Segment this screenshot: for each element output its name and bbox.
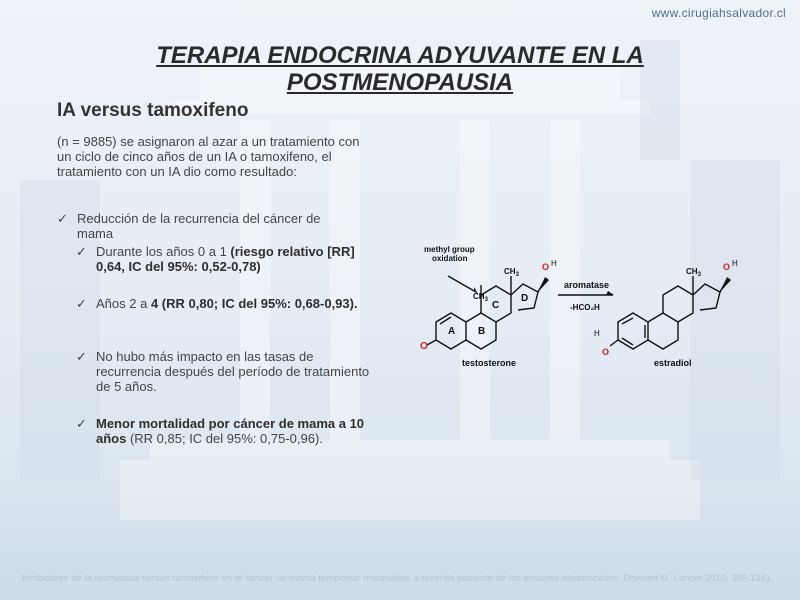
sub-bullet-years-2-4	[76, 296, 376, 311]
methyl-label-1: methyl group	[424, 245, 475, 254]
wedge-bond	[720, 277, 731, 292]
ring-b-label: B	[478, 326, 486, 337]
oxygen-label: O	[542, 262, 550, 272]
bullet-recurrence	[57, 211, 357, 241]
oxygen-label: O	[602, 347, 610, 357]
sub-bullet-mortality	[76, 416, 376, 446]
check-icon: ✓	[76, 244, 87, 259]
sub-bullet-bold: Menor mortalidad por cáncer de mama a 10 años	[96, 416, 365, 446]
hydrogen-label: H	[594, 329, 600, 338]
ch3-label: $CH_3$	[686, 267, 701, 278]
ring-c-label: C	[492, 300, 500, 311]
check-icon: ✓	[76, 296, 87, 311]
sub-bullet-text: (RR 0,85; IC del 95%: 0,75-0,96).	[126, 431, 323, 446]
slide-subtitle: IA versus tamoxifeno	[57, 100, 249, 121]
estradiol-label: estradiol	[654, 358, 692, 368]
ring-a-label: A	[448, 326, 456, 337]
oxygen-label: O	[420, 341, 428, 352]
check-icon: ✓	[57, 211, 68, 226]
sub-bullet-text: Años 2 a	[96, 296, 151, 311]
check-icon: ✓	[76, 349, 87, 364]
bullet-recurrence-text: Reducción de la recurrencia del cáncer de mama	[77, 211, 321, 241]
ring-d-label: D	[521, 293, 529, 304]
sub-bullet-bold: (riesgo relativo [RR] 0,64, IC del 95%: 0,52-0,78)	[96, 244, 355, 274]
title-line-2: POSTMENOPAUSIA	[286, 69, 514, 96]
wedge-bond	[538, 277, 549, 292]
slide-title	[100, 42, 700, 96]
sub-bullet-text: Durante los años 0 a 1	[96, 244, 231, 259]
intro-paragraph: (n = 9885) se asignaron al azar a un tratamiento con un ciclo de cinco años de un IA o tamoxifeno, el tratamiento con un IA dio como resultado:	[57, 134, 360, 179]
sub-bullet-bold: 4 (RR 0,80; IC del 95%: 0,68-0,93).	[150, 296, 358, 311]
website-url[interactable]: www.cirugiahsalvador.cl	[651, 6, 786, 20]
testosterone-label: testosterone	[462, 358, 517, 368]
testosterone-to-estradiol-diagram	[418, 240, 758, 370]
citation-footer: Inhibidores de la aromatasa versus tamoxifeno en el cáncer de mama temprano: metanálisis a nivel de paciente de los ensayos aleatorizados. Dowsett M, Lancet 2015; 386:1341.	[22, 573, 774, 584]
title-line-1: TERAPIA ENDOCRINA ADYUVANTE EN LA	[156, 42, 644, 69]
hydrogen-label: H	[732, 259, 738, 268]
aromatase-label: aromatase	[564, 280, 610, 290]
ch3-label: $CH_3$	[504, 267, 519, 278]
sub-bullet-years-0-1	[76, 244, 376, 274]
reagent-label: -HCO₂H	[570, 303, 600, 312]
methyl-label-2: oxidation	[432, 254, 468, 263]
oxygen-label: O	[723, 262, 731, 272]
ch3-label: $CH_3$	[473, 292, 488, 303]
arrow-head	[606, 291, 614, 295]
check-icon: ✓	[76, 416, 87, 431]
sub-bullet-text: No hubo más impacto en las tasas de recurrencia después del período de tratamiento de 5 años.	[96, 349, 370, 394]
sub-bullet-no-impact	[76, 349, 376, 394]
hydrogen-label: H	[551, 259, 557, 268]
